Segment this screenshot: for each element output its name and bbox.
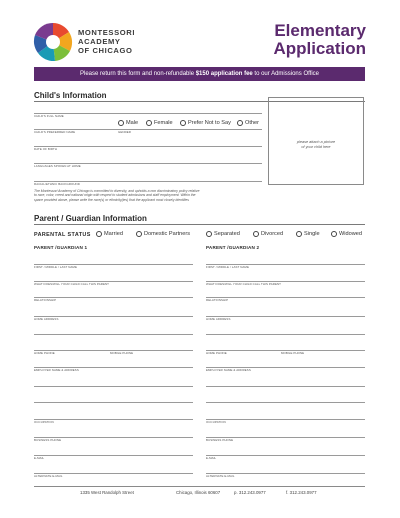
p2-address-line-2[interactable]	[206, 334, 365, 335]
page-title	[273, 22, 366, 58]
p2-name-label: FIRST / MIDDLE / LAST NAME	[206, 265, 249, 269]
languages-label: LANGUAGES SPOKEN AT HOME	[34, 164, 81, 168]
diversity-statement	[34, 189, 284, 202]
p1-occupation-label: OCCUPATION	[34, 420, 54, 424]
radio-circle-icon[interactable]	[331, 231, 337, 237]
footer-address: 1335 West Randolph Street	[80, 490, 134, 495]
radio-circle-icon[interactable]	[253, 231, 259, 237]
p2-employer-line-3[interactable]	[206, 402, 365, 403]
photo-note-line-2: of your child here	[301, 145, 331, 149]
gender-option-female[interactable]	[146, 120, 173, 126]
p1-employer-line-3[interactable]	[34, 402, 193, 403]
status-option-single[interactable]	[296, 231, 320, 237]
child-dob-label: DATE OF BIRTH	[34, 147, 58, 151]
p1-call-label: WHAT DOES/WILL YOUR CHILD CALL THIS PARENT	[34, 282, 110, 286]
p2-email-field[interactable]	[206, 455, 365, 456]
fee-banner	[34, 67, 365, 81]
radio-circle-icon[interactable]	[118, 120, 124, 126]
status-option-widowed[interactable]	[331, 231, 362, 237]
p1-address-label: HOME ADDRESS	[34, 317, 59, 321]
radio-circle-icon[interactable]	[206, 231, 212, 237]
status-option-label: Single	[304, 231, 320, 237]
gender-option-male[interactable]	[118, 120, 138, 126]
child-full-name-field[interactable]	[34, 113, 262, 114]
parent-2-heading: PARENT /GUARDIAN 2	[206, 245, 260, 250]
p1-business-phone-label: BUSINESS PHONE	[34, 438, 62, 442]
status-option-label: Divorced	[261, 231, 284, 237]
gender-option-label: Prefer Not to Say	[188, 120, 231, 126]
photo-box[interactable]	[268, 97, 364, 185]
radio-circle-icon[interactable]	[237, 120, 243, 126]
status-option-married[interactable]	[96, 231, 123, 237]
status-option-domestic[interactable]	[136, 231, 190, 237]
p1-home-phone-label: HOME PHONE	[34, 351, 55, 355]
p2-occupation-field[interactable]	[206, 419, 365, 420]
gender-option-prefer-not[interactable]	[180, 120, 231, 126]
p1-email-field[interactable]	[34, 455, 193, 456]
gender-label: GENDER	[118, 130, 131, 134]
p1-employer-line-2[interactable]	[34, 386, 193, 387]
gender-option-label: Male	[126, 120, 139, 126]
background-label: RACIAL/ETHNIC BACKGROUND	[34, 182, 80, 186]
status-option-divorced[interactable]	[253, 231, 283, 237]
parental-status-label: PARENTAL STATUS	[34, 232, 91, 238]
title-line-1: Elementary	[274, 21, 366, 40]
status-option-label: Domestic Partners	[144, 231, 191, 237]
banner-fee: $150 application fee	[195, 71, 253, 77]
logo-line-2: ACADEMY	[78, 37, 121, 46]
p1-relationship-field[interactable]	[34, 297, 193, 298]
radio-circle-icon[interactable]	[180, 120, 186, 126]
p2-email-label: E-MAIL	[206, 456, 217, 460]
child-dob-field[interactable]	[34, 146, 262, 147]
p2-call-label: WHAT DOES/WILL YOUR CHILD CALL THIS PARENT	[206, 282, 282, 286]
statement-line-2: to race, color, creed and national origin with respect to student admissions and staff employment. Within the	[34, 193, 196, 198]
p2-alt-email-label: ALTERNATE E-MAIL	[206, 474, 235, 478]
p2-employer-label: EMPLOYER NAME & ADDRESS	[206, 368, 251, 372]
parent-info-heading: Parent / Guardian Information	[34, 214, 147, 223]
p1-alt-email-label: ALTERNATE E-MAIL	[34, 474, 63, 478]
gender-option-other[interactable]	[237, 120, 259, 126]
p1-email-label: E-MAIL	[34, 456, 45, 460]
p1-relationship-label: RELATIONSHIP	[34, 298, 57, 302]
parent-section-divider	[34, 224, 365, 225]
radio-circle-icon[interactable]	[96, 231, 102, 237]
radio-circle-icon[interactable]	[136, 231, 142, 237]
p2-relationship-label: RELATIONSHIP	[206, 298, 229, 302]
p2-relationship-field[interactable]	[206, 297, 365, 298]
status-option-label: Separated	[214, 231, 240, 237]
p1-employer-label: EMPLOYER NAME & ADDRESS	[34, 368, 79, 372]
child-full-name-label: CHILD'S FULL NAME	[34, 114, 64, 118]
status-option-label: Married	[104, 231, 123, 237]
p2-occupation-label: OCCUPATION	[206, 420, 226, 424]
logo-line-3: OF CHICAGO	[78, 46, 133, 55]
p2-employer-line-2[interactable]	[206, 386, 365, 387]
radio-circle-icon[interactable]	[146, 120, 152, 126]
logo-line-1: MONTESSORI	[78, 28, 136, 37]
child-info-heading: Child's Information	[34, 91, 107, 100]
title-line-2: Application	[273, 39, 366, 58]
radio-circle-icon[interactable]	[296, 231, 302, 237]
p1-occupation-field[interactable]	[34, 419, 193, 420]
p2-business-phone-label: BUSINESS PHONE	[206, 438, 234, 442]
photo-note-line-1: please attach a picture	[296, 140, 336, 144]
p1-name-label: FIRST / MIDDLE / LAST NAME	[34, 265, 77, 269]
footer-fax: f. 312.243.0977	[286, 490, 317, 495]
gender-option-label: Other	[245, 120, 259, 126]
p2-address-label: HOME ADDRESS	[206, 317, 231, 321]
statement-line-1: The Montessori Academy of Chicago is committed to diversity, and upholds a non discriminatory policy relative	[34, 189, 200, 193]
footer-divider	[34, 486, 365, 487]
footer-phone: p. 312.243.0977	[234, 490, 266, 495]
status-option-label: Widowed	[339, 231, 363, 237]
logo-wordmark	[78, 28, 135, 55]
p1-mobile-label: MOBILE PHONE	[110, 351, 134, 355]
p2-mobile-label: MOBILE PHONE	[281, 351, 305, 355]
footer-city: Chicago, Illinois 60607	[176, 490, 221, 495]
status-option-separated[interactable]	[206, 231, 240, 237]
p2-home-phone-label: HOME PHONE	[206, 351, 227, 355]
parent-1-heading: PARENT /GUARDIAN 1	[34, 245, 88, 250]
banner-text-pre: Please return this form and non-refundable	[79, 71, 196, 77]
photo-note	[269, 140, 363, 150]
montessori-logo-icon	[33, 22, 73, 62]
child-preferred-name-label: CHILD'S PREFERRED NAME	[34, 130, 76, 134]
p1-address-line-2[interactable]	[34, 334, 193, 335]
gender-option-label: Female	[154, 120, 173, 126]
statement-line-3: space provided above, please write the race(s) or ethnicity(ies) that the applicant most closely identifies	[34, 197, 189, 202]
banner-text-post: to our Admissions Office	[252, 71, 320, 77]
